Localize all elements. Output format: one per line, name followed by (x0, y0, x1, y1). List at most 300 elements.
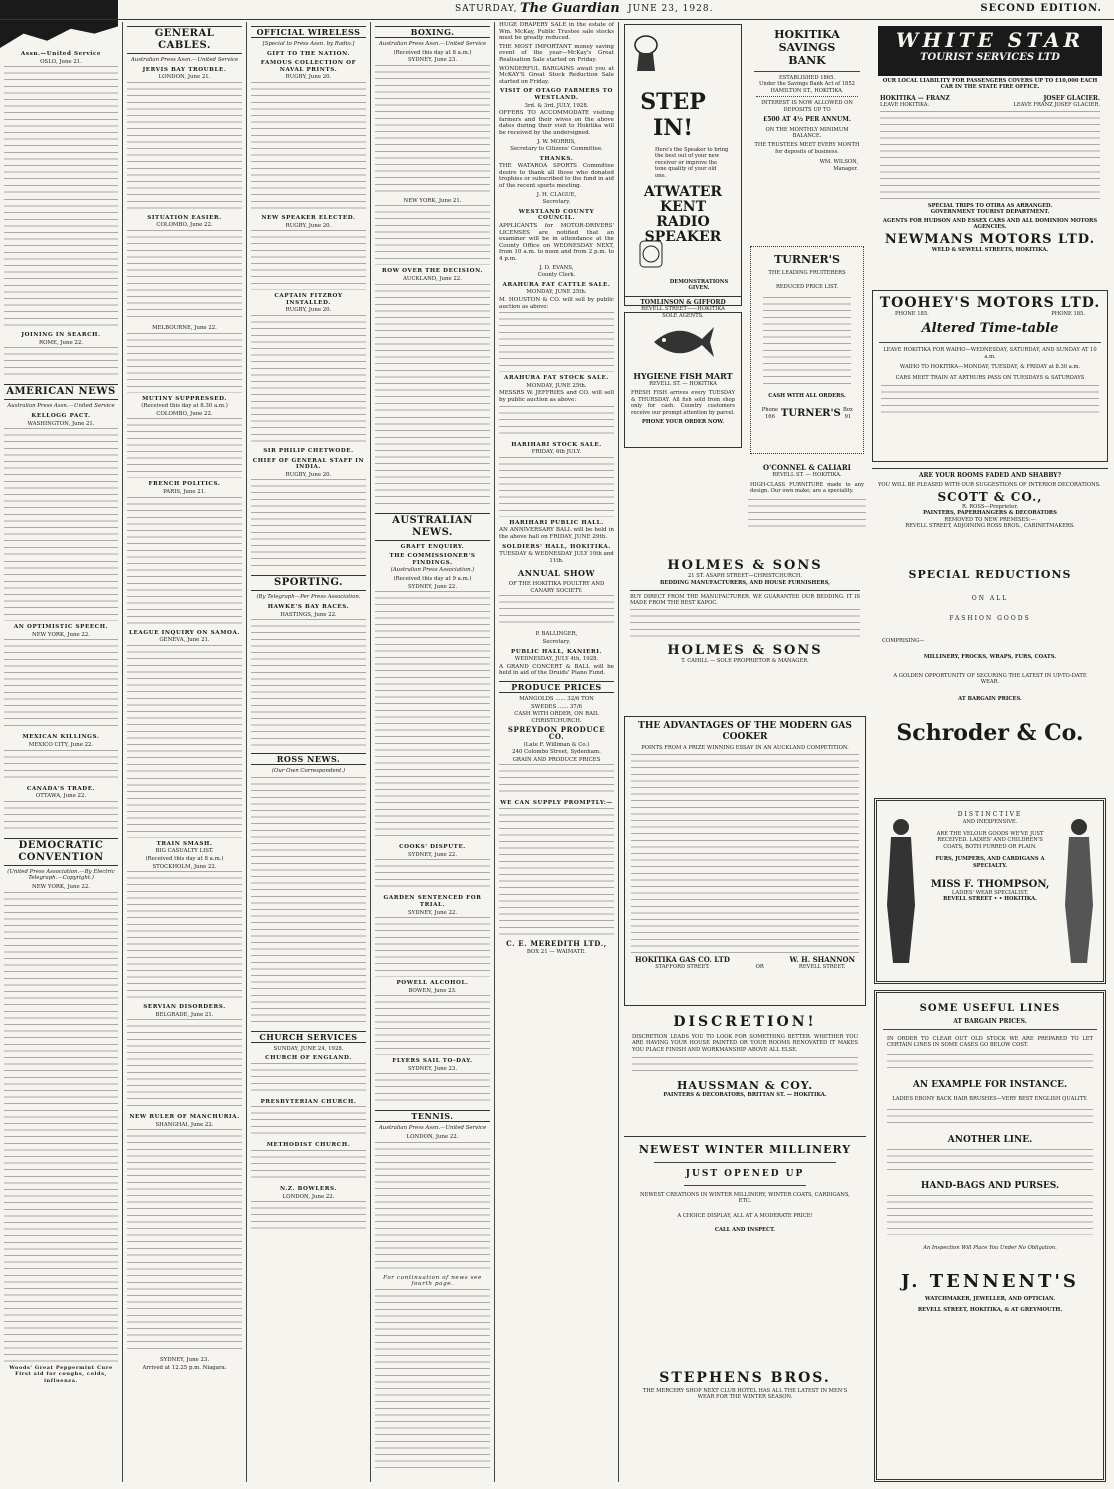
gas-or: OR (755, 963, 764, 970)
headline: SITUATION EASIER. (147, 214, 222, 221)
notice-sign: P. BALLINGER, (535, 631, 578, 638)
article-text (375, 1289, 490, 1469)
dateline: NEW YORK, June 22. (32, 631, 90, 638)
dateline: OTTAWA, June 22. (35, 793, 87, 800)
tooheys-leave2: WAIHO TO HOKITIKA—MONDAY, TUESDAY, & FRIDAY at 8.30 a.m. (899, 364, 1081, 371)
notice-date: MONDAY, JUNE 25th. (526, 382, 587, 389)
article-text (127, 645, 242, 775)
notice-sub: OF THE HOKITIKA POULTRY AND CANARY SOCIETY. (508, 581, 605, 594)
dateline: SHANGHAI, June 22. (155, 1121, 214, 1128)
thompson-name: MISS F. THOMPSON, (930, 878, 1050, 890)
dateline: RUGBY, June 20. (285, 222, 332, 229)
article-text (375, 417, 490, 509)
white-star-sub: TOURIST SERVICES LTD (920, 52, 1060, 63)
notice: AN ANNIVERSARY BALL will be held in the above hall on FRIDAY, JUNE 29th. (499, 527, 614, 540)
notice: A GRAND CONCERT & BALL will be held in aid of the Druids' Piano Fund. (499, 663, 614, 677)
white-star-liability: OUR LOCAL LIABILITY FOR PASSENGERS COVERS UP TO £10,000 EACH CAR IN THE STATE FIRE OFFICE. (882, 78, 1098, 91)
lady-figure-icon (881, 815, 921, 965)
headline: NEW SPEAKER ELECTED. (261, 214, 356, 221)
dateline: SYDNEY, June 23. (407, 1065, 458, 1072)
stephens-title: STEPHENS BROS. (659, 1369, 831, 1386)
section-heading: ROSS NEWS. (251, 753, 366, 765)
headline: FLYERS SAIL TO-DAY. (392, 1058, 473, 1065)
dateline: BELGRADE, June 21. (155, 1011, 214, 1018)
stephens-text: THE MERCERY SHOP NEXT CLUB HOTEL HAS ALL THE LATEST IN MEN'S WEAR FOR THE WINTER SEASON. (642, 1387, 848, 1401)
thompson-ad (874, 798, 1106, 984)
column-3 (251, 22, 366, 1484)
article-text (4, 639, 118, 731)
continuation-note: For continuation of news see fourth page. (383, 1274, 482, 1288)
headline: FRENCH POLITICS. (148, 481, 221, 488)
holmes-proprietor: T. CAHILL — SOLE PROPRIETOR & MANAGER. (681, 657, 809, 664)
headline: GIFT TO THE NATION. (266, 50, 351, 57)
ad-footer: Woods' Great Peppermint Cure First aid for coughs, colds, influenza. (9, 1364, 113, 1384)
dateline: RUGBY, June 20. (285, 471, 332, 478)
notice-date: MONDAY, JUNE 25th. (526, 289, 587, 296)
article-text (127, 497, 242, 627)
article-text (127, 778, 242, 838)
masthead-date: JUNE 23, 1928. (628, 4, 714, 14)
scott-title: SCOTT & CO., (937, 489, 1043, 504)
headline: COOKS' DISPUTE. (399, 844, 466, 851)
millinery-choice: A CHOICE DISPLAY, ALL AT A MODERATE PRICE! (677, 1212, 813, 1219)
savings-monthly: ON THE MONTHLY MINIMUM BALANCE. (765, 126, 849, 139)
tooheys-title: TOOHEY'S MOTORS LTD. (879, 295, 1101, 311)
step-in-headline: STEP IN! (640, 89, 706, 141)
tennent-brushes: LADIES EBONY BACK HAIR BRUSHES—VERY BEST ENGLISH QUALITY. (892, 1096, 1088, 1103)
notice-heading: VISIT OF OTAGO FARMERS TO WESTLAND. (500, 88, 613, 101)
holmes-ad (624, 556, 866, 708)
headline: THE COMMISSIONER'S FINDINGS. (389, 553, 476, 566)
headline: MEXICAN KILLINGS. (22, 734, 100, 741)
dateline: (Received this day at 8 a.m.) (145, 855, 224, 862)
dateline: SUNDAY, JUNE 24, 1928. (273, 1045, 344, 1052)
dateline: BIG CASUALTY LIST. (155, 848, 214, 855)
savings-wilson: WM. WILSON, (819, 159, 858, 166)
savings-under: Under the Savings Bank Act of 1852 (759, 81, 855, 88)
turners-title-footer: TURNER'S (780, 408, 841, 420)
discretion-lines (632, 1057, 858, 1077)
tennent-lines (887, 1054, 1093, 1074)
notice-text (499, 808, 614, 938)
gas-company: HOKITIKA GAS CO. LTD (635, 955, 730, 965)
dateline: SYDNEY, June 22. (407, 583, 458, 590)
white-star-banner (878, 26, 1102, 76)
article-text (375, 1073, 490, 1106)
notice-heading: SOLDIERS' HALL, HOKITIKA. (502, 543, 611, 550)
section-heading: BOXING. (375, 26, 490, 38)
dateline: LONDON, June 22. (406, 1134, 459, 1141)
section-heading: SPORTING. (251, 575, 366, 591)
headline: JOINING IN SEARCH. (21, 332, 101, 339)
dateline: SYDNEY, June 23. (407, 57, 458, 64)
scott-addr: REVELL STREET, ADJOINING ROSS BROS., CABINETMAKERS. (905, 523, 1075, 530)
special-millinery: MILLINERY, FROCKS, WRAPS, FURS, COATS. (923, 654, 1057, 661)
notice-heading: ANNUAL SHOW (518, 568, 595, 579)
section-sub: Australian Press Assn.—United Service (130, 57, 239, 63)
notice-sign-title: Secretary to Citizens' Committee. (510, 146, 603, 153)
oconnel-addr: REVELL ST. — HOKITIKA. (772, 471, 842, 478)
dateline: AUCKLAND, June 22. (403, 275, 462, 282)
fish-icon (648, 319, 718, 365)
dateline: GENEVA, June 21. (159, 637, 210, 644)
tennent-trades: WATCHMAKER, JEWELLER, AND OPTICIAN. (924, 1296, 1056, 1303)
millinery-text: NEWEST CREATIONS IN WINTER MILLINERY, WINTER COATS, CARDIGANS, ETC. (640, 1192, 850, 1205)
price-list-lines (763, 297, 851, 387)
notice-heading: THANKS. (539, 155, 574, 162)
notice-sign: J. H. CLAGUE, (536, 191, 577, 198)
tennent-title: SOME USEFUL LINES (919, 1003, 1061, 1014)
dateline: Arrived at 12.25 p.m. Niagara. (142, 1365, 227, 1372)
thompson-distinctive: DISTINCTIVE (957, 811, 1023, 818)
section-sub: (United Press Association.—By Electric Telegraph.—Copyright.) (7, 868, 115, 882)
notice-heading: PRODUCE PRICES (499, 681, 614, 693)
article-text (4, 561, 118, 621)
gas-title: THE ADVANTAGES OF THE MODERN GAS COOKER (638, 721, 852, 742)
dateline: WASHINGTON, June 21. (27, 420, 95, 427)
notice: THE MOST IMPORTANT money saving event of the year—McKay's Great Realisation Sale started on Friday. (499, 43, 614, 63)
headline: SIR PHILIP CHETWODE. (263, 447, 354, 454)
gas-cooker-ad (624, 716, 866, 1006)
millinery-ad (624, 1136, 866, 1484)
savings-title: HOKITIKA SAVINGS BANK (774, 28, 840, 67)
notice-sign-title: Secretary. (542, 639, 571, 646)
notice-sub: GRAIN AND PRODUCE PRICES (512, 756, 601, 763)
holmes-title: HOLMES & SONS (667, 558, 823, 573)
section-heading: GENERAL CABLES. (127, 26, 242, 54)
dateline: RUGBY, June 20. (285, 307, 332, 314)
tennent-example: AN EXAMPLE FOR INSTANCE. (912, 1080, 1068, 1091)
notice-heading: ARAHURA FAT STOCK SALE. (504, 375, 609, 382)
white-star-govt: GOVERNMENT TOURIST DEPARTMENT. (930, 209, 1050, 216)
headline: POWELL ALCOHOL. (396, 980, 469, 987)
article-text (4, 347, 118, 380)
section-heading: AMERICAN NEWS (4, 384, 118, 400)
scott-trades: PAINTERS, PAPERHANGERS & DECORATORS (923, 510, 1057, 517)
leave-left: LEAVE HOKITIKA. (880, 102, 930, 109)
turners-phone: Phone 166 (761, 407, 779, 420)
special-title: SPECIAL REDUCTIONS (908, 568, 1072, 581)
column-2 (127, 22, 242, 1484)
notice-sub: CASH WITH ORDER, ON RAIL CHRISTCHURCH. (514, 711, 599, 724)
scott-proprietor: R. ROSS—Proprietor. (962, 503, 1018, 510)
headline: GRAFT ENQUIRY. (400, 543, 465, 550)
tennent-addr: REVELL STREET, HOKITIKA, & AT GREYMOUTH. (917, 1306, 1063, 1313)
article-text (127, 230, 242, 322)
turners-title: TURNER'S (774, 253, 840, 266)
dateline: BOWEN, June 23. (408, 987, 457, 994)
holmes-text: BUY DIRECT FROM THE MANUFACTURER. WE GUARANTEE OUR BEDDING. IT IS MADE FROM THE BEST KAPOC. (630, 593, 860, 607)
notice-text (499, 457, 614, 517)
scott-text: YOU WILL BE PLEASED WITH OUR SUGGESTIONS OF INTERIOR DECORATIONS. (878, 481, 1101, 488)
article-text (127, 418, 242, 478)
article-text (375, 859, 490, 892)
dateline: COLOMBO, June 22. (156, 410, 213, 417)
turners-box: Box 91 (842, 407, 853, 420)
notice: THE WATAROA SPORTS Committee desire to thank all those who donated trophies or subscribed to the fund in aid of the recent sports meeting. (499, 163, 614, 190)
column-5 (499, 22, 614, 1484)
haussman-title: HAUSSMAN & COY. (676, 1079, 814, 1093)
notice: WONDERFUL BARGAINS await you at McKAY'S Great Stock Reduction Sale started on Friday. (499, 65, 614, 85)
millinery-title: NEWEST WINTER MILLINERY (638, 1143, 852, 1156)
headline: GARDEN SENTENCED FOR TRIAL. (383, 895, 482, 908)
tennent-handbags: HAND-BAGS AND PURSES. (920, 1180, 1060, 1191)
discretion-text: DISCRETION LEADS YOU TO LOOK FOR SOMETHING BETTER. WHETHER YOU ARE HAVING YOUR HOUSE PAINTED OR YOUR ROOMS RENOVATED IT MAKES YOU PLACE FINISH AND WORKMANSHIP ABOVE ALL ELSE. (632, 1034, 858, 1053)
notice-heading: SPREYDON PRODUCE CO. (507, 725, 606, 741)
article-text (251, 619, 366, 749)
tooheys-cars-meet: CARS MEET TRAIN AT ARTHURS PASS ON TUESDAYS & SATURDAYS (895, 374, 1085, 381)
savings-addr: HAMILTON ST., HOKITIKA. (770, 87, 844, 94)
notice-date: WEDNESDAY, JULY 4th, 1928. (514, 656, 599, 663)
gas-essay-lines (631, 754, 859, 954)
special-on-all: ON ALL (971, 595, 1009, 602)
millinery-call: CALL AND INSPECT. (714, 1227, 776, 1234)
column-1 (4, 22, 118, 1484)
notice-text (499, 595, 614, 628)
turners-fruiterers: THE LEADING FRUITERERS (768, 270, 846, 276)
article-text (251, 1150, 366, 1183)
headline: CANADA'S TRADE. (26, 785, 96, 792)
notice-heading: WE CAN SUPPLY PROMPTLY:— (500, 800, 613, 807)
haussman-trades: PAINTERS & DECORATORS, BRITTAN ST. — HOKITIKA. (663, 1092, 827, 1099)
headline: FAMOUS COLLECTION OF NAVAL PRINTS. (260, 60, 357, 73)
headline: CHURCH OF ENGLAND. (265, 1055, 352, 1062)
dateline: (Received this day at 8 a.m.) (393, 49, 472, 56)
hygiene-addr: REVELL ST. — HOKITIKA (649, 381, 717, 387)
tennent-bargain: AT BARGAIN PRICES. (953, 1018, 1027, 1025)
savings-manager: Manager. (833, 165, 858, 172)
radio-speaker-icon (637, 239, 665, 273)
oconnel-lines (748, 499, 866, 532)
masthead-day: SATURDAY, (455, 4, 518, 14)
tennent-lines (887, 1109, 1093, 1129)
dateline: COLOMBO, June 22. (156, 222, 213, 229)
dateline: NEW YORK, June 21. (403, 197, 462, 204)
timetable-lines (880, 111, 1100, 163)
gas-shannon: W. H. SHANNON (789, 955, 855, 965)
section-sub: (Australian Press Association.) (390, 567, 475, 574)
savings-rate: £500 AT 4½ PER ANNUM. (763, 116, 851, 124)
dateline: (Received this day at 8.30 a.m.) (141, 403, 228, 410)
discretion-title: DISCRETION! (673, 1014, 817, 1030)
section-sub: Australian Press Assn.—United Service (378, 1125, 487, 1132)
headline: MUTINY SUPPRESSED. (142, 395, 227, 402)
tooheys-altered: Altered Time-table (921, 321, 1059, 337)
savings-bank-ad (748, 24, 866, 240)
article-text (4, 428, 118, 558)
thompson-addr: REVELL STREET • • HOKITIKA. (943, 896, 1037, 903)
white-star-title: WHITE STAR (895, 28, 1085, 52)
turners-price-list: REDUCED PRICE LIST. (775, 284, 839, 291)
notice-date: FRIDAY, 6th JULY. (531, 449, 582, 456)
notice-sign-title: County Clerk. (537, 272, 576, 279)
oconnel-ad (748, 460, 866, 548)
column-4 (375, 22, 490, 1484)
special-comprising: COMPRISING— (882, 638, 925, 644)
section-sub: Australian Press Assn.—United Service (7, 403, 115, 410)
holmes-title-2: HOLMES & SONS (667, 642, 823, 658)
notice-sub: (Late F. Williman & Co.) (523, 741, 590, 748)
headline: TRAIN SMASH. (156, 840, 213, 847)
notice-date: 3rd. & 3rd. JULY, 1928. (524, 102, 589, 109)
thompson-furs: FURS, JUMPERS, AND CARDIGANS A SPECIALTY. (935, 856, 1045, 869)
article-text (375, 591, 490, 841)
dateline: MELBOURNE, June 22. (152, 324, 217, 331)
tooheys-ad (872, 290, 1108, 462)
turners-cash: CASH WITH ALL ORDERS. (768, 392, 846, 399)
dateline: MEXICO CITY, June 22. (28, 741, 94, 748)
headline: LEAGUE INQUIRY ON SAMOA. (129, 629, 240, 636)
article-text (251, 230, 366, 290)
dateline: LONDON, June 21. (158, 74, 211, 81)
special-reductions-ad (872, 556, 1108, 794)
article-text (375, 995, 490, 1055)
headline: N.Z. BOWLERS. (279, 1186, 337, 1193)
article-text (251, 1201, 366, 1234)
section-sub: (Our Own Correspondent.) (271, 768, 346, 775)
notice-sign: J. W. MORRIS, (537, 138, 576, 145)
special-bargain: AT BARGAIN PRICES. (958, 695, 1022, 702)
dateline: SYDNEY, June 22. (407, 851, 458, 858)
section-sub: (By Telegraph—Per Press Association. (256, 594, 361, 601)
leave-right: LEAVE FRANZ JOSEF GLACIER. (1013, 102, 1100, 109)
special-golden: A GOLDEN OPPORTUNITY OF SECURING THE LATEST IN UP-TO-DATE WEAR. (893, 672, 1087, 686)
turners-ad (750, 246, 864, 454)
masthead-title: The Guardian (520, 1, 620, 16)
thompson-inexpensive: AND INEXPENSIVE. (962, 818, 1018, 825)
article-text (4, 750, 118, 783)
dateline: (Received this day at 9 a.m.) (393, 575, 472, 582)
route-right: JOSEF GLACIER. (1043, 94, 1100, 102)
notice: APPLICANTS for MOTOR-DRIVERS' LICENSES are notified that an examiner will be in attendance at the County Office on WEDNESDAY NEXT, from 10 a.m. to noon and from 2 p.m. to 4 p.m. (499, 223, 614, 262)
tennent-ad (874, 990, 1106, 1482)
dateline: RUGBY, June 20. (285, 74, 332, 81)
article-text (375, 1142, 490, 1272)
tooheys-lines (881, 385, 1099, 415)
tooheys-phone-left: PHONE 185. (895, 311, 929, 317)
section-heading: TENNIS. (375, 1110, 490, 1122)
headline: NEW RULER OF MANCHURIA. (129, 1114, 240, 1121)
price-line: MANGOLDS ...... 32/6 TON (519, 696, 594, 703)
headline: CHIEF OF GENERAL STAFF IN INDIA. (252, 457, 365, 471)
hygiene-phone: PHONE YOUR ORDER NOW. (641, 419, 725, 426)
notice-sub: BOX 21 — WAIMATE. (526, 948, 587, 955)
article-text (251, 315, 366, 445)
dateline: PARIS, June 21. (163, 488, 206, 495)
notice-heading: PUBLIC HALL, KANIERI. (511, 648, 602, 655)
discretion-ad (624, 1012, 866, 1130)
article-text (375, 917, 490, 977)
white-star-agents: AGENTS FOR HUDSON AND ESSEX CARS AND ALL DOMINION MOTORS AGENCIES. (882, 217, 1098, 230)
section-heading: DEMOCRATIC CONVENTION (4, 838, 118, 866)
savings-established: ESTABLISHED 1865. (778, 75, 836, 81)
notice-heading: C. E. MEREDITH LTD., (506, 938, 607, 948)
tennent-lines (887, 1149, 1093, 1175)
notice-text (499, 764, 614, 797)
headline: AN OPTIMISTIC SPEECH. (13, 624, 109, 631)
article-text (251, 82, 366, 212)
headline: HAWKE'S BAY RACES. (267, 603, 350, 610)
hygiene-fish-ad (624, 312, 742, 448)
tennent-text: IN ORDER TO CLEAR OUT OLD STOCK WE ARE PREPARED TO LET CERTAIN LINES IN SOME CASES GO BELOW COST. (887, 1035, 1093, 1048)
headline: JERVIS BAY TROUBLE. (142, 66, 227, 73)
newmans-title: NEWMANS MOTORS LTD. (884, 232, 1096, 248)
tooheys-phone-right: PHONE 185. (1051, 311, 1085, 317)
white-star-notes (880, 165, 1100, 201)
gas-sub: POINTS FROM A PRIZE WINNING ESSAY IN AN AUCKLAND COMPETITION. (641, 745, 849, 751)
tooheys-leave1: LEAVE HOKITIKA FOR WAIHO—WEDNESDAY, SATURDAY, AND SUNDAY AT 10 a.m. (883, 347, 1097, 360)
dateline: HASTINGS, June 22. (280, 611, 337, 618)
newmans-addr: WELD & SEWELL STREETS, HOKITIKA. (931, 247, 1049, 254)
section-heading: OFFICIAL WIRELESS (251, 26, 366, 38)
headline: KELLOGG PACT. (31, 412, 91, 419)
notice-heading: ARAHURA FAT CATTLE SALE. (502, 281, 611, 288)
article-text (127, 1129, 242, 1259)
gas-company-addr: STAFFORD STREET. (655, 963, 710, 970)
speaker-icon (631, 33, 661, 73)
thompson-title: LADIES' WEAR SPECIALIST, (951, 889, 1029, 896)
millinery-opened: JUST OPENED UP (685, 1169, 805, 1179)
notice-heading: HARIHARI PUBLIC HALL. (509, 519, 604, 526)
tennent-inspection: An Inspection Will Place You Under No Obligation. (923, 1244, 1057, 1251)
scott-ad (872, 468, 1108, 550)
notice-sign-title: Secretary. (542, 199, 571, 206)
hygiene-title: HYGIENE FISH MART (633, 371, 733, 381)
notice: M. HOUSTON & CO. will sell by public auction as above: (499, 296, 614, 310)
headline: ROW OVER THE DECISION. (382, 268, 483, 275)
holmes-bedding: BEDDING MANUFACTURERS, AND HOUSE FURNISHERS, (660, 580, 830, 587)
tennent-lines (887, 1195, 1093, 1235)
notice-text (499, 312, 614, 372)
hygiene-text: FRESH FISH arrives every TUESDAY & THURSDAY. All fish sold from shop only for cash. Country customers receive our prompt attention by parcel. (631, 390, 735, 416)
article-text (127, 871, 242, 1001)
gas-shannon-addr: REVELL STREET. (798, 963, 846, 970)
article-text (4, 801, 118, 834)
special-fashion: FASHION GOODS (949, 614, 1031, 622)
white-star-special: SPECIAL TRIPS TO OTIRA AS ARRANGED. (927, 202, 1053, 209)
article-text (4, 66, 118, 196)
thompson-text: ARE THE VELOUR GOODS WE'VE JUST RECEIVED. LADIES' AND CHILDREN'S COATS, BOTH FURRED OR PLAIN. (936, 830, 1044, 850)
headline: METHODIST CHURCH. (266, 1142, 351, 1149)
section-heading: AUSTRALIAN NEWS. (375, 513, 490, 541)
lady-figure-icon (1059, 815, 1099, 965)
notice-date: TUESDAY & WEDNESDAY JULY 10th and 11th. (499, 551, 614, 564)
article-text (251, 777, 366, 1027)
notice-sign: J. D. EVANS, (539, 264, 574, 271)
article-text (375, 205, 490, 265)
dateline: LONDON, June 22. (282, 1193, 335, 1200)
article-text (375, 284, 490, 414)
notice: OFFERS TO ACCOMMODATE visiting farmers and their wives on the above dates during their visit to Hokitika will be received by the undersigned. (499, 110, 614, 136)
article-text (4, 892, 118, 1362)
headline: CAPTAIN FITZROY INSTALLED. (274, 293, 343, 306)
masthead-edition: SECOND EDITION. (980, 3, 1102, 14)
price-line: SWEDES ...... 37/6 (531, 703, 582, 710)
dateline: STOCKHOLM, June 22. (152, 863, 217, 870)
notice-heading: HARIHARI STOCK SALE. (511, 441, 602, 448)
article-text (251, 479, 366, 571)
schroder-title: Schroder & Co. (896, 720, 1084, 747)
tennent-another: ANOTHER LINE. (947, 1134, 1033, 1145)
white-star-ad (872, 24, 1108, 282)
tomlinson-name: TOMLINSON & GIFFORD (625, 296, 741, 307)
savings-trustees: THE TRUSTEES MEET EVERY MONTH for deposits of business. (754, 142, 860, 155)
oconnel-title: O'CONNEL & CALIARI (763, 463, 851, 472)
article-text (127, 1262, 242, 1354)
faded-head: ARE YOUR ROOMS FADED AND SHABBY? (918, 472, 1062, 479)
article-text (127, 333, 242, 393)
tennent-name: J. TENNENT'S (901, 1271, 1079, 1293)
